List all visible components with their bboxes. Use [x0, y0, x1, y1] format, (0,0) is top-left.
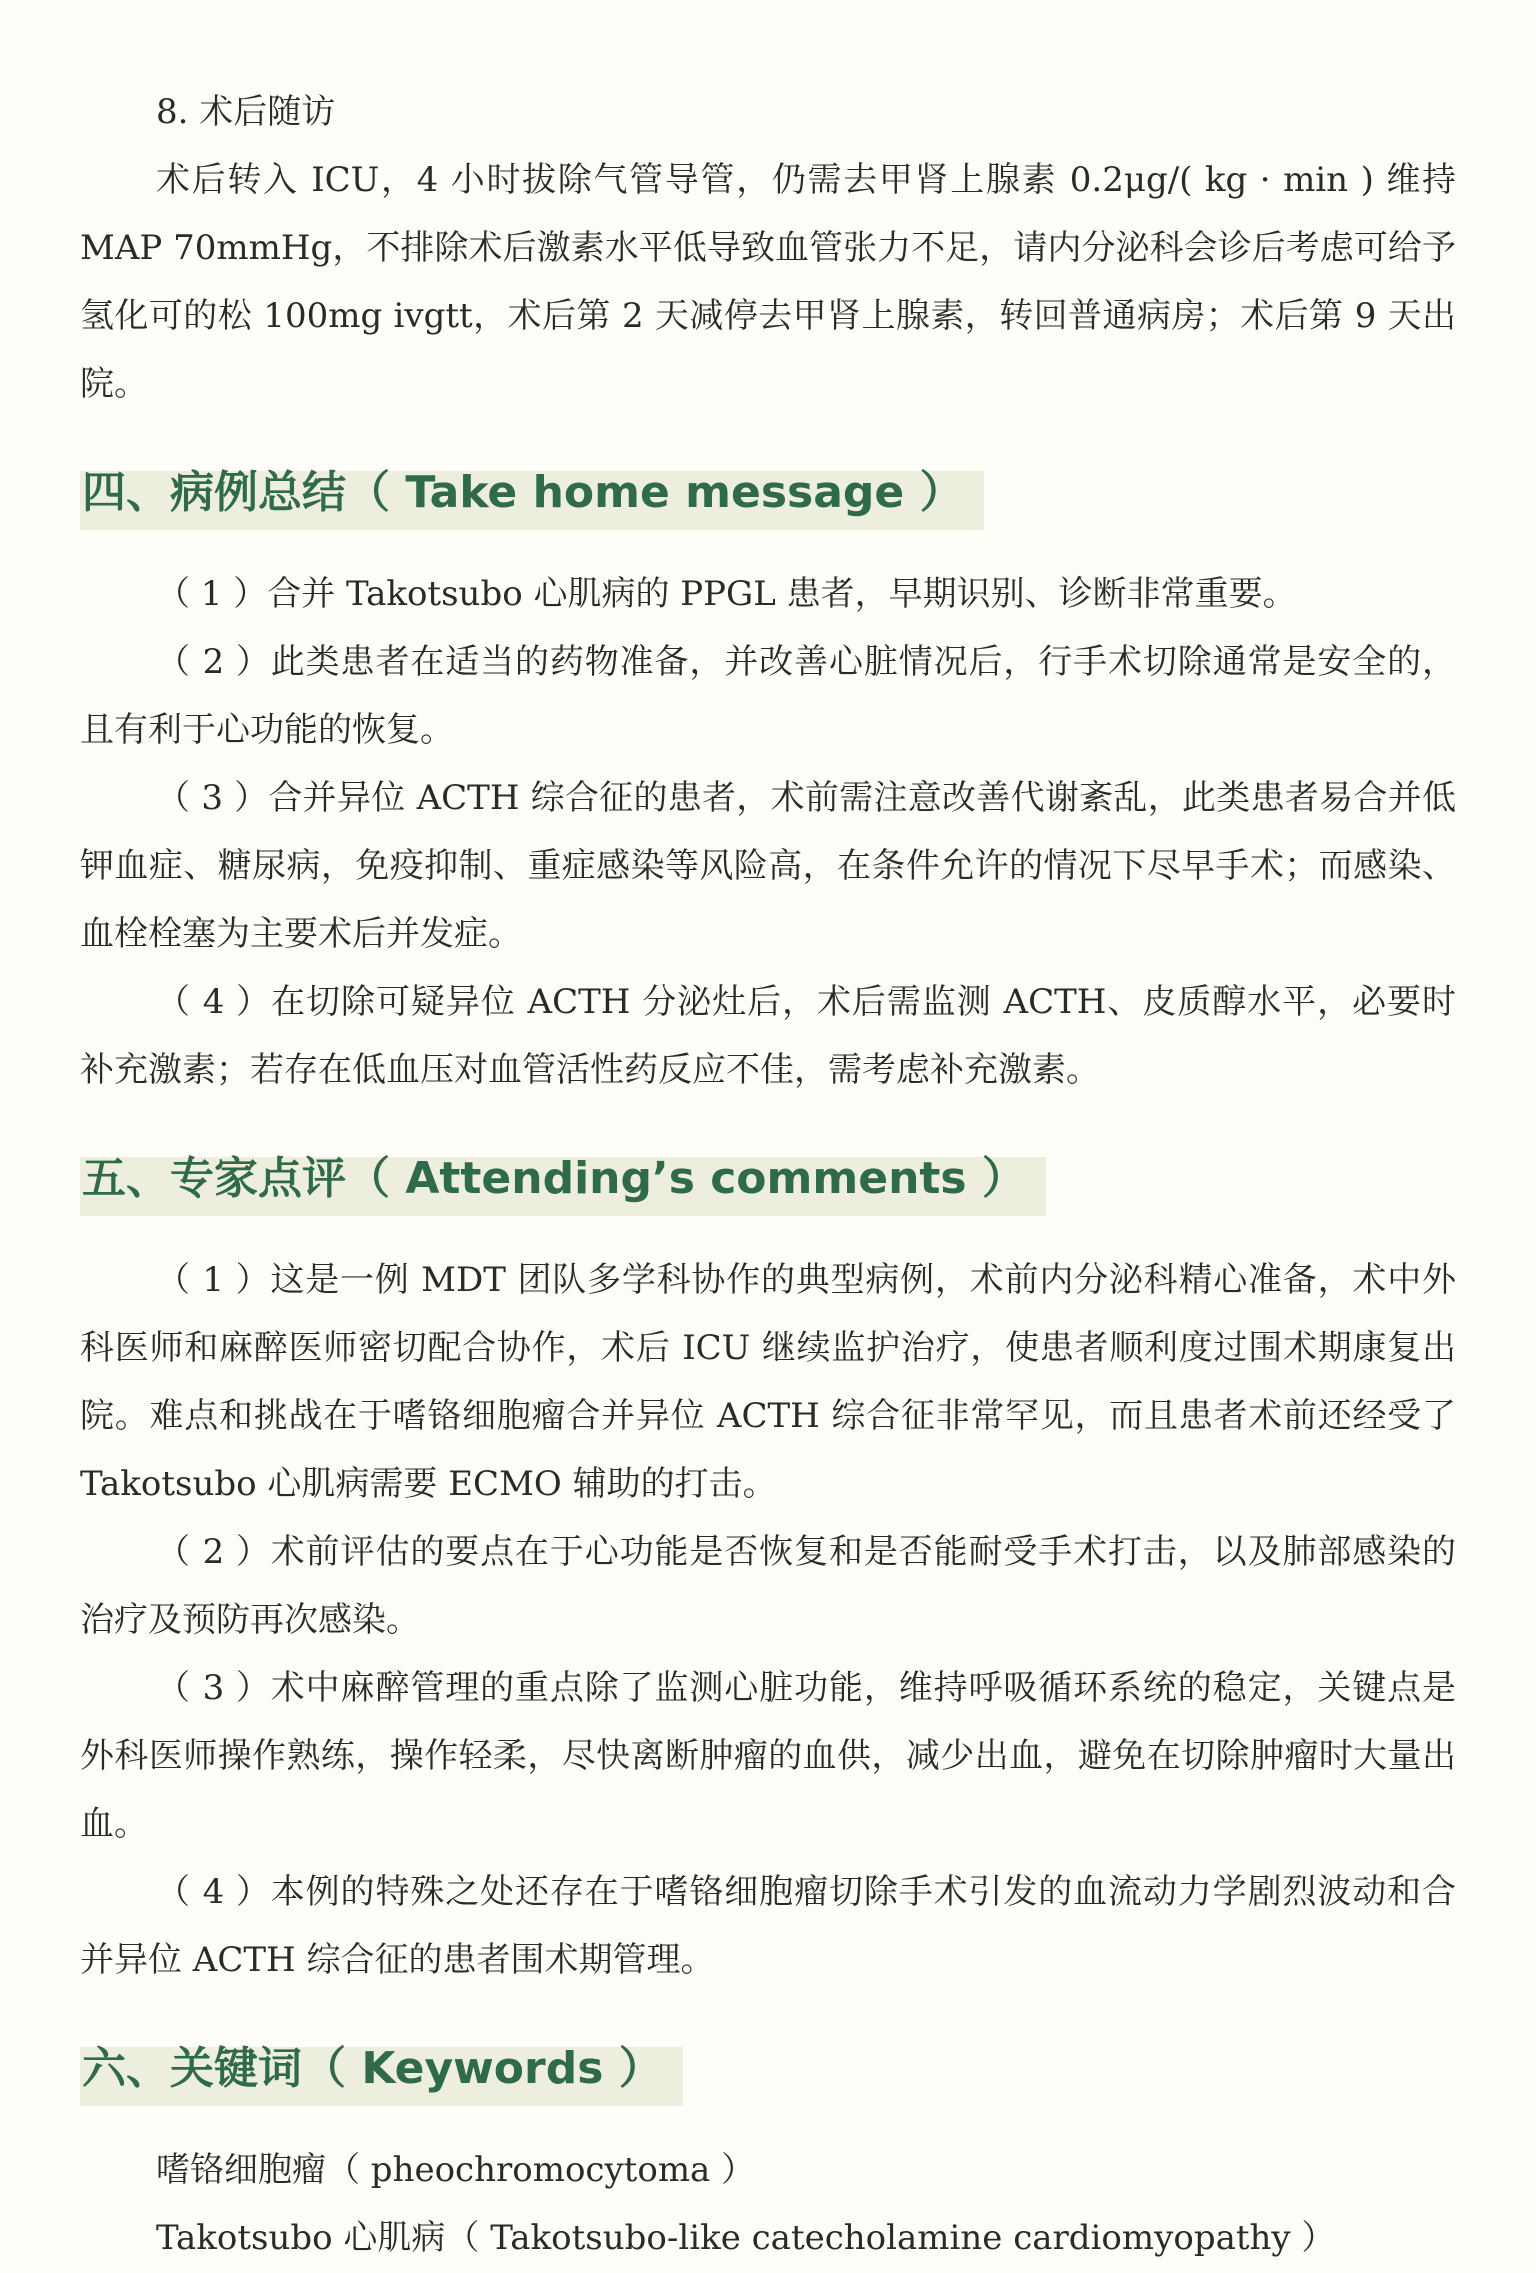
- followup-section: [80, 78, 1456, 418]
- followup-body: 术后转入 ICU，4 小时拔除气管导管，仍需去甲肾上腺素 0.2μg/( kg · min ) 维持 MAP 70mmHg，不排除术后激素水平低导致血管张力不足，请内分泌科会诊后考虑可给予氢化可的松 100mg ivgtt，术后第 2 天减停去甲肾上腺素，转回普通病房；术后第 9 天出院。: [80, 160, 1456, 404]
- summary-item: （ 3 ）合并异位 ACTH 综合征的患者，术前需注意改善代谢紊乱，此类患者易合并低钾血症、糖尿病，免疫抑制、重症感染等风险高，在条件允许的情况下尽早手术；而感染、血栓栓塞为主要术后并发症。: [80, 778, 1456, 954]
- summary-item: （ 2 ）此类患者在适当的药物准备，并改善心脏情况后，行手术切除通常是安全的，且有利于心功能的恢复。: [80, 642, 1456, 750]
- comments-heading: 五、专家点评（ Attending’s comments ）: [80, 1144, 1046, 1216]
- summary-item: （ 4 ）在切除可疑异位 ACTH 分泌灶后，术后需监测 ACTH、皮质醇水平，必要时补充激素；若存在低血压对血管活性药反应不佳，需考虑补充激素。: [80, 982, 1456, 1090]
- followup-title: 8. 术后随访: [156, 92, 336, 132]
- comment-item: （ 4 ）本例的特殊之处还存在于嗜铬细胞瘤切除手术引发的血流动力学剧烈波动和合并异位 ACTH 综合征的患者围术期管理。: [80, 1872, 1456, 1980]
- keyword-item: Takotsubo 心肌病（ Takotsubo-like catecholamine cardiomyopathy ）: [156, 2218, 1336, 2258]
- keyword-item: 嗜铬细胞瘤（ pheochromocytoma ）: [156, 2150, 756, 2190]
- summary-section: [80, 458, 1456, 1104]
- comment-item: （ 2 ）术前评估的要点在于心功能是否恢复和是否能耐受手术打击，以及肺部感染的治疗及预防再次感染。: [80, 1532, 1456, 1640]
- summary-heading: 四、病例总结（ Take home message ）: [80, 458, 984, 530]
- keywords-section: [80, 2034, 1456, 2272]
- comments-section: [80, 1144, 1456, 1994]
- keywords-heading: 六、关键词（ Keywords ）: [80, 2034, 683, 2106]
- comment-item: （ 3 ）术中麻醉管理的重点除了监测心脏功能，维持呼吸循环系统的稳定，关键点是外科医师操作熟练，操作轻柔，尽快离断肿瘤的血供，减少出血，避免在切除肿瘤时大量出血。: [80, 1668, 1456, 1844]
- comment-item: （ 1 ）这是一例 MDT 团队多学科协作的典型病例，术前内分泌科精心准备，术中外科医师和麻醉医师密切配合协作，术后 ICU 继续监护治疗，使患者顺利度过围术期康复出院。难点和挑战在于嗜铬细胞瘤合并异位 ACTH 综合征非常罕见，而且患者术前还经受了 Takotsubo 心肌病需要 ECMO 辅助的打击。: [80, 1260, 1456, 1504]
- summary-item: （ 1 ）合并 Takotsubo 心肌病的 PPGL 患者，早期识别、诊断非常重要。: [156, 574, 1297, 614]
